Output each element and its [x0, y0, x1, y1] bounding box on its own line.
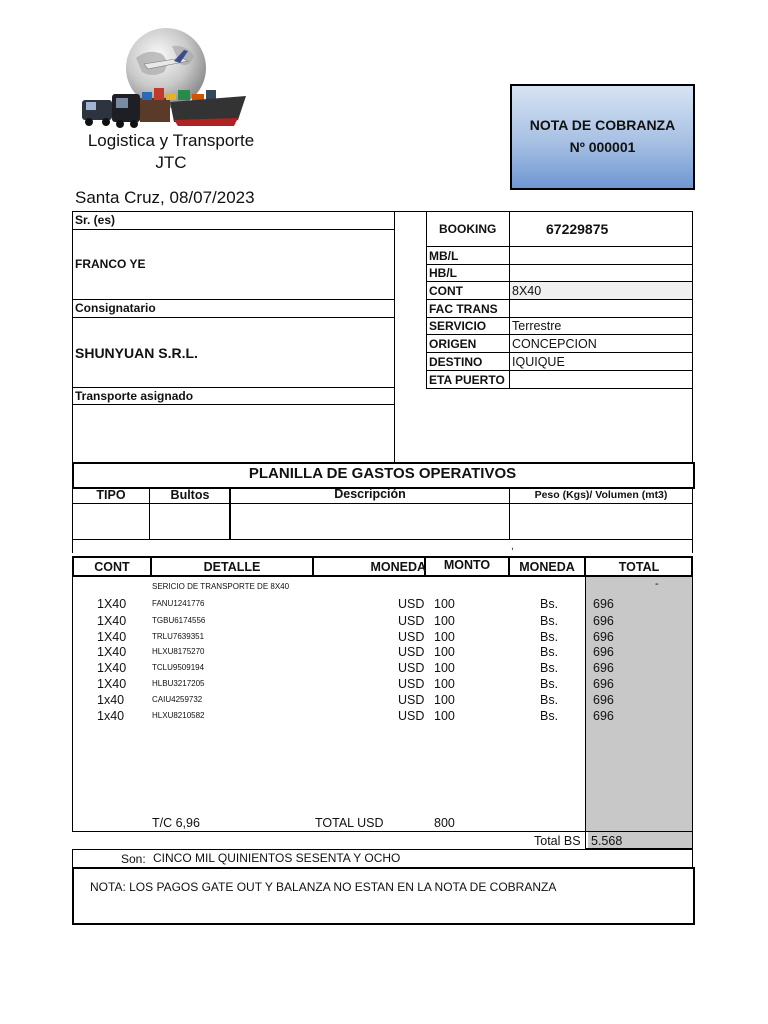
row-moneda2: Bs. [540, 645, 559, 659]
bultos-header: Bultos [170, 488, 210, 502]
row-moneda2: Bs. [540, 661, 559, 675]
doc-number: Nº 000001 [569, 139, 636, 155]
row-total: 696 [593, 677, 614, 691]
monto-header: MONTO [443, 558, 491, 572]
row-detalle: HLXU8210582 [152, 711, 205, 720]
row-cont: 1X40 [97, 597, 127, 611]
row-moneda: USD [398, 709, 425, 723]
row-moneda: USD [398, 677, 425, 691]
row-moneda2: Bs. [540, 630, 559, 644]
company-name: Logistica y Transporte [87, 131, 255, 150]
consignee-value: SHUNYUAN S.R.L. [75, 345, 198, 361]
doc-title: NOTA DE COBRANZA [529, 117, 676, 133]
destino-value: IQUIQUE [512, 355, 565, 369]
row-cont: 1x40 [97, 693, 125, 707]
row-total: 696 [593, 645, 614, 659]
row-monto: 100 [434, 597, 455, 611]
eta-label: ETA PUERTO [429, 373, 505, 387]
transport-label: Transporte asignado [75, 389, 194, 403]
row-moneda2: Bs. [540, 677, 559, 691]
row-detalle: TGBU6174556 [152, 616, 206, 625]
detalle-header: DETALLE [203, 560, 261, 574]
tipo-header: TIPO [96, 488, 126, 502]
total-dash: - [655, 578, 659, 590]
row-moneda: USD [398, 630, 425, 644]
hbl-label: HB/L [429, 266, 457, 280]
row-cont: 1X40 [97, 614, 127, 628]
peso-header: Peso (Kgs)/ Volumen (mt3) [534, 489, 668, 501]
planilla-title: PLANILLA DE GASTOS OPERATIVOS [248, 465, 517, 482]
row-detalle: CAIU4259732 [152, 695, 203, 704]
row-monto: 100 [434, 614, 455, 628]
total-usd-value: 800 [434, 816, 455, 830]
total-bs-value: 5.568 [591, 834, 623, 848]
row-moneda2: Bs. [540, 693, 559, 707]
cont-label: CONT [429, 284, 463, 298]
comma-mark: , [511, 541, 514, 552]
row-total: 696 [593, 614, 614, 628]
row-total: 696 [593, 630, 614, 644]
sr-value: FRANCO YE [75, 257, 146, 271]
booking-label: BOOKING [439, 222, 497, 236]
row-detalle: TRLU7639351 [152, 632, 205, 641]
row-detalle: HLXU8175270 [152, 647, 205, 656]
row-monto: 100 [434, 677, 455, 691]
row-cont: 1X40 [97, 661, 127, 675]
descripcion-header: Descripción [334, 487, 406, 501]
row-moneda: USD [398, 645, 425, 659]
nota-box [72, 867, 695, 925]
row-moneda: USD [398, 614, 425, 628]
row-moneda: USD [398, 693, 425, 707]
row-monto: 100 [434, 709, 455, 723]
place-date: Santa Cruz, 08/07/2023 [75, 188, 255, 207]
son-value: CINCO MIL QUINIENTOS SESENTA Y OCHO [153, 851, 401, 865]
service-description: SERICIO DE TRANSPORTE DE 8X40 [152, 582, 290, 591]
row-cont: 1X40 [97, 630, 127, 644]
son-label: Son: [121, 852, 146, 866]
row-cont: 1x40 [97, 709, 125, 723]
servicio-label: SERVICIO [429, 319, 487, 333]
row-total: 696 [593, 597, 614, 611]
row-monto: 100 [434, 630, 455, 644]
fac-trans-label: FAC TRANS [429, 302, 498, 316]
booking-value: 67229875 [546, 221, 609, 237]
row-moneda: USD [398, 661, 425, 675]
moneda2-header: MONEDA [519, 560, 575, 574]
row-detalle: HLBU3217205 [152, 679, 205, 688]
sr-label: Sr. (es) [75, 213, 116, 227]
row-total: 696 [593, 693, 614, 707]
total-header: TOTAL [618, 560, 660, 574]
row-monto: 100 [434, 661, 455, 675]
row-total: 696 [593, 661, 614, 675]
row-moneda2: Bs. [540, 614, 559, 628]
company-name-jtc: JTC [155, 153, 187, 172]
total-bs-label: Total BS [534, 834, 581, 848]
total-usd-label: TOTAL USD [315, 816, 384, 830]
company-logo [78, 28, 248, 132]
destino-label: DESTINO [429, 355, 483, 369]
row-cont: 1X40 [97, 645, 127, 659]
row-detalle: FANU1241776 [152, 599, 205, 608]
cont-value: 8X40 [512, 284, 542, 298]
row-detalle: TCLU9509194 [152, 663, 205, 672]
row-monto: 100 [434, 693, 455, 707]
origen-label: ORIGEN [429, 337, 477, 351]
origen-value: CONCEPCION [512, 337, 597, 351]
row-moneda2: Bs. [540, 709, 559, 723]
mbl-label: MB/L [429, 249, 459, 263]
nota-text: NOTA: LOS PAGOS GATE OUT Y BALANZA NO ESTAN EN LA NOTA DE COBRANZA [90, 880, 557, 894]
cont-header: CONT [94, 560, 130, 574]
row-moneda2: Bs. [540, 597, 559, 611]
exchange-rate: T/C 6,96 [152, 816, 200, 830]
consignee-label: Consignatario [75, 301, 156, 315]
doc-title-box [510, 84, 695, 190]
row-monto: 100 [434, 645, 455, 659]
servicio-value: Terrestre [512, 319, 562, 333]
row-moneda: USD [398, 597, 425, 611]
row-cont: 1X40 [97, 677, 127, 691]
moneda-header: MONEDA [370, 560, 426, 574]
row-total: 696 [593, 709, 614, 723]
